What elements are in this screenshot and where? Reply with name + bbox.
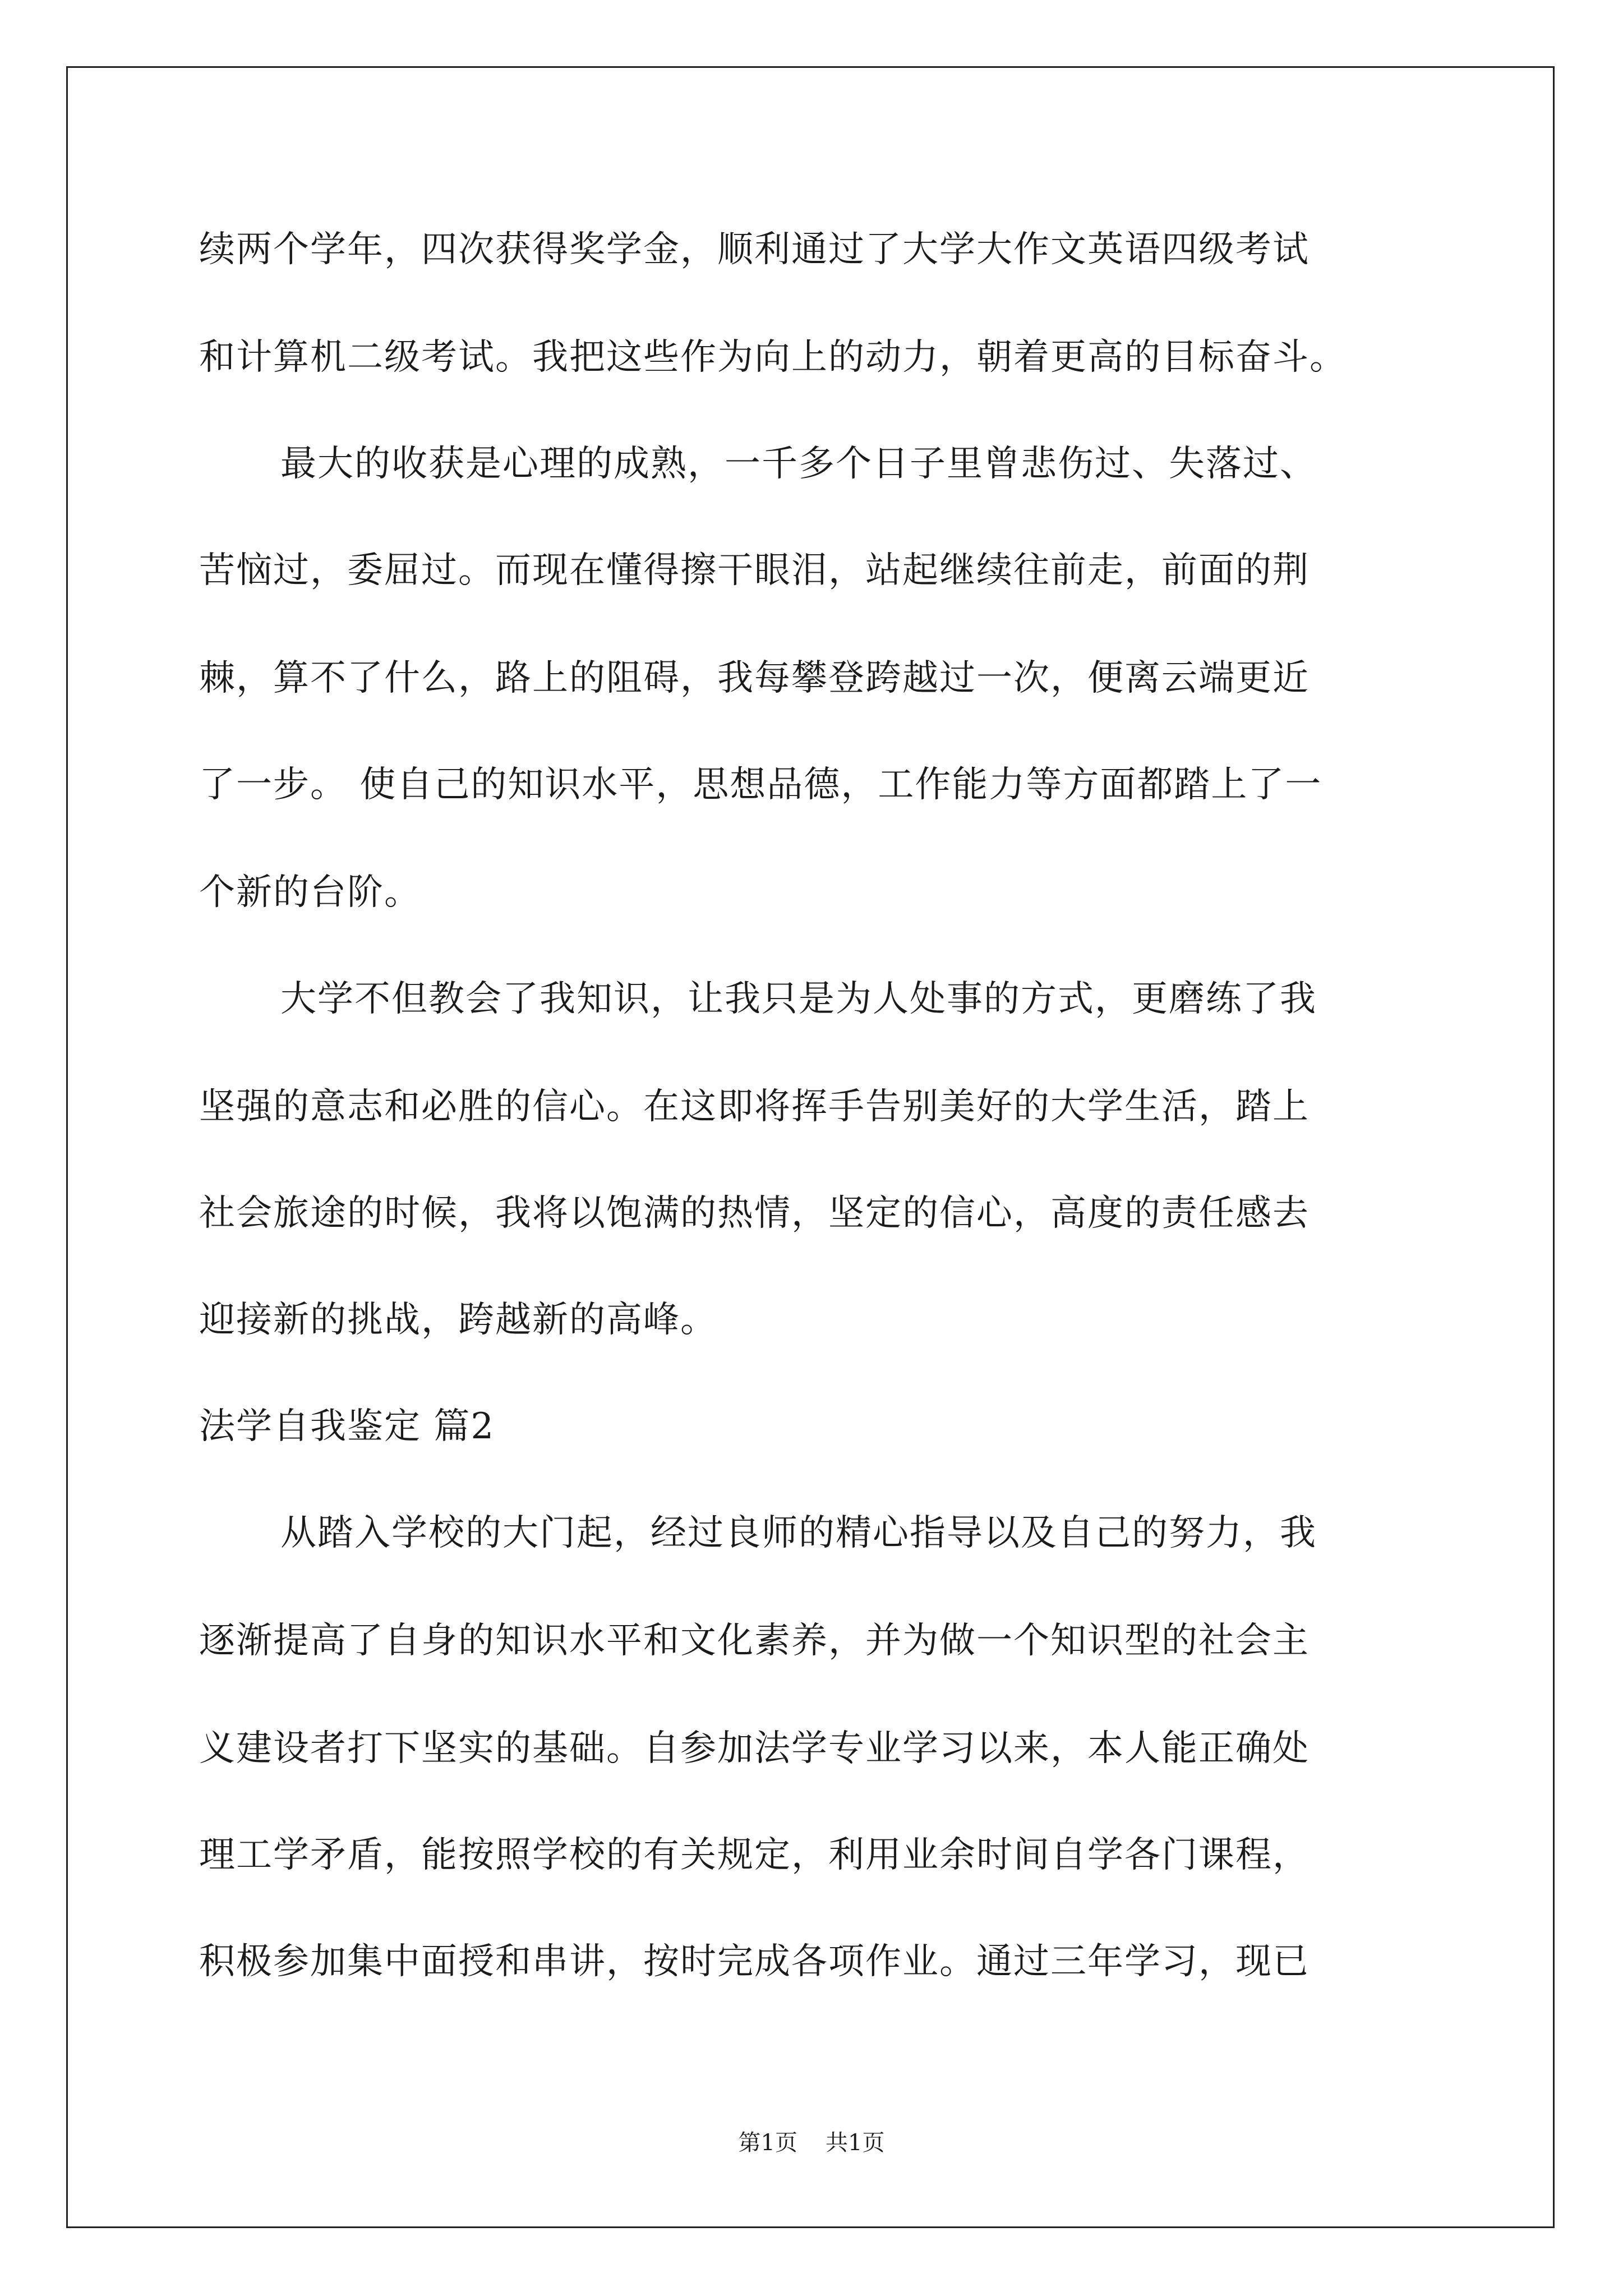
text-line: 坚强的意志和必胜的信心。在这即将挥手告别美好的大学生活，踏上 [199,1086,1310,1128]
paragraph-first-line: 最大的收获是心理的成熟，一千多个日子里曾悲伤过、失落过、 [280,443,1317,485]
page-footer [0,2129,1623,2157]
text-line: 积极参加集中面授和串讲，按时完成各项作业。通过三年学习，现已 [199,1941,1310,1982]
text-line: 了一步。 使自己的知识水平，思想品德，工作能力等方面都踏上了一 [199,764,1322,806]
page-border [66,66,1555,2228]
text-line: 逐渐提高了自身的知识水平和文化素养，并为做一个知识型的社会主 [199,1620,1310,1662]
text-line: 棘，算不了什么，路上的阻碍，我每攀登跨越过一次，便离云端更近 [199,657,1310,699]
text-line: 理工学矛盾，能按照学校的有关规定，利用业余时间自学各门课程， [199,1834,1310,1876]
total-pages: 共1页 [826,2130,885,2156]
section-heading: 法学自我鉴定 篇2 [199,1406,495,1447]
text-line: 义建设者打下坚实的基础。自参加法学专业学习以来，本人能正确处 [199,1728,1310,1769]
text-line: 苦恼过，委屈过。而现在懂得擦干眼泪，站起继续往前走，前面的荆 [199,550,1310,591]
page-number: 第1页 [738,2130,797,2156]
text-line: 迎接新的挑战，跨越新的高峰。 [199,1299,717,1341]
text-line: 社会旅途的时候，我将以饱满的热情，坚定的信心，高度的责任感去 [199,1193,1310,1234]
paragraph-first-line: 大学不但教会了我知识，让我只是为人处事的方式，更磨练了我 [280,978,1317,1020]
paragraph-first-line: 从踏入学校的大门起，经过良师的精心指导以及自己的努力，我 [280,1512,1317,1554]
text-line: 续两个学年，四次获得奖学金，顺利通过了大学大作文英语四级考试 [199,229,1310,270]
text-line: 和计算机二级考试。我把这些作为向上的动力，朝着更高的目标奋斗。 [199,337,1347,378]
text-line: 个新的台阶。 [199,872,421,913]
